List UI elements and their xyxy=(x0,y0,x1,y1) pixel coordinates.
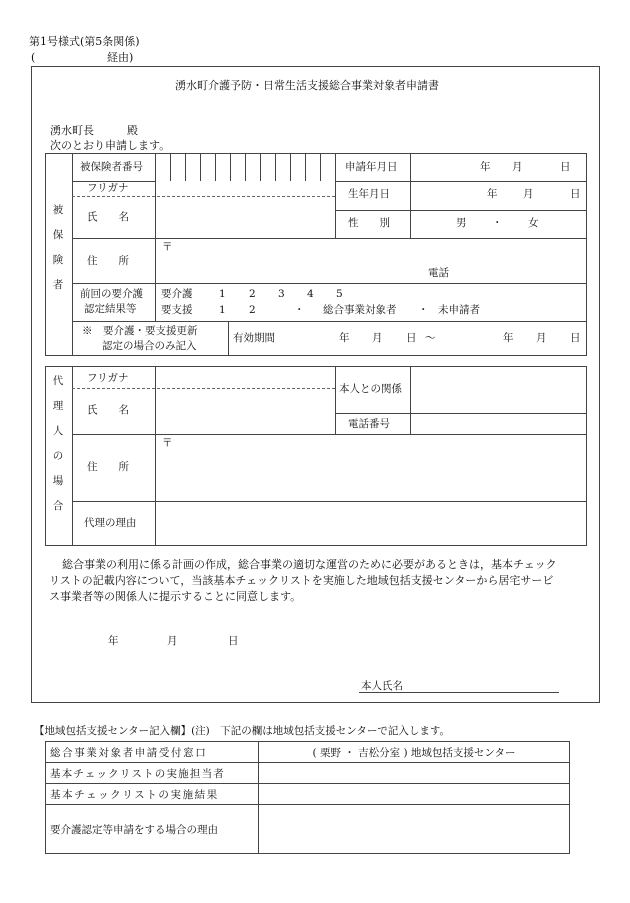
name-label: 氏 名 xyxy=(87,211,129,223)
center-row-label: 基本チェックリストの実施担当者 xyxy=(46,763,259,784)
agent-side-label: 代 理 人 の 場 合 xyxy=(52,375,64,512)
validity-to-year: 年 xyxy=(503,332,514,344)
application-reason-field[interactable] xyxy=(259,805,570,854)
validity-label: 有効期間 xyxy=(233,332,275,344)
intro-text: 次のとおり申請します。 xyxy=(50,139,171,152)
postal-mark: 〒 xyxy=(162,241,173,253)
agent-relation-label: 本人との関係 xyxy=(339,383,402,395)
center-row-label: 要介護認定等申請をする場合の理由 xyxy=(46,805,259,854)
kaigo-level-1[interactable]: 1 xyxy=(219,288,226,300)
table-row xyxy=(46,742,570,763)
form-title: 湧水町介護予防・日常生活支援総合事業対象者申請書 xyxy=(175,79,439,92)
table-row xyxy=(46,805,570,854)
kaigo-level-5[interactable]: 5 xyxy=(336,288,343,300)
agent-postal-mark: 〒 xyxy=(162,437,173,449)
target-person-option[interactable]: 総合事業対象者 xyxy=(323,304,397,316)
center-row-label: 基本チェックリストの実施結果 xyxy=(46,784,259,805)
agent-reason-label: 代理の理由 xyxy=(84,517,137,529)
shien-separator-1: ・ xyxy=(294,304,305,316)
renewal-note-1: ※ 要介護・要支援更新 xyxy=(82,325,198,337)
via-open: ( xyxy=(31,51,36,64)
renewal-note-2: 認定の場合のみ記入 xyxy=(102,340,197,352)
validity-to-day: 日 xyxy=(570,332,581,344)
checklist-staff-field[interactable] xyxy=(259,763,570,784)
via-label: 経由) xyxy=(107,51,134,64)
not-applied-option[interactable]: 未申請者 xyxy=(438,304,480,316)
center-table xyxy=(45,741,570,854)
addressee: 湧水町長 殿 xyxy=(50,124,138,137)
application-month: 月 xyxy=(512,161,523,173)
agent-furigana-label: フリガナ xyxy=(87,372,129,384)
shien-separator-2: ・ xyxy=(418,304,429,316)
sign-day: 日 xyxy=(228,635,239,647)
signature-line[interactable] xyxy=(359,692,559,693)
sex-label: 性 別 xyxy=(348,217,390,229)
birth-month: 月 xyxy=(523,188,534,200)
center-heading: 【地域包括支援センター記入欄】(注) 下記の欄は地域包括支援センターで記入します。 xyxy=(34,725,451,737)
consent-line-3: ス事業者等の関係人に提示することに同意します。 xyxy=(49,590,302,603)
validity-from-day: 日 xyxy=(406,332,417,344)
phone-label: 電話 xyxy=(428,267,449,279)
sign-month: 月 xyxy=(167,635,178,647)
shien-level-1[interactable]: 1 xyxy=(219,304,226,316)
shien-label: 要支援 xyxy=(161,304,193,316)
kaigo-label: 要介護 xyxy=(161,288,193,300)
kaigo-level-4[interactable]: 4 xyxy=(307,288,314,300)
agent-name-label: 氏 名 xyxy=(87,404,129,416)
sex-female[interactable]: 女 xyxy=(528,217,539,229)
sign-year: 年 xyxy=(108,635,119,647)
table-row xyxy=(46,784,570,805)
application-date-label: 申請年月日 xyxy=(345,161,398,173)
agent-phone-label: 電話番号 xyxy=(348,418,390,430)
address-label: 住 所 xyxy=(87,255,129,267)
insured-number-label: 被保険者番号 xyxy=(80,161,143,173)
consent-line-1: 総合事業の利用に係る計画の作成，総合事業の適切な運営のために必要があるときは，基本チェック xyxy=(62,558,557,571)
validity-from-month: 月 xyxy=(372,332,383,344)
center-row-label: 総合事業対象者申請受付窓口 xyxy=(46,742,259,763)
checklist-result-field[interactable] xyxy=(259,784,570,805)
validity-to-month: 月 xyxy=(536,332,547,344)
prev-result-label-2: 認定結果等 xyxy=(84,303,137,315)
sex-separator: ・ xyxy=(492,217,503,229)
kaigo-level-3[interactable]: 3 xyxy=(278,288,285,300)
prev-result-label-1: 前回の要介護 xyxy=(80,288,143,300)
shien-level-2[interactable]: 2 xyxy=(249,304,256,316)
signature-label: 本人氏名 xyxy=(361,680,403,692)
validity-tilde: 〜 xyxy=(425,332,436,344)
sex-male[interactable]: 男 xyxy=(456,217,467,229)
application-year: 年 xyxy=(480,161,491,173)
insured-side-label: 被 保 険 者 xyxy=(52,204,64,291)
consent-line-2: リストの記載内容について，当該基本チェックリストを実施した地域包括支援センターから居宅サービ xyxy=(49,574,554,587)
birth-year: 年 xyxy=(487,188,498,200)
reception-window-value[interactable]: ( 栗野 ・ 吉松分室 ) 地域包括支援センター xyxy=(259,742,570,763)
application-day: 日 xyxy=(560,161,571,173)
table-row xyxy=(46,763,570,784)
form-number: 第1号様式(第5条関係) xyxy=(29,35,140,48)
furigana-label: フリガナ xyxy=(87,182,129,194)
agent-address-label: 住 所 xyxy=(87,461,129,473)
birth-day: 日 xyxy=(570,188,581,200)
kaigo-level-2[interactable]: 2 xyxy=(249,288,256,300)
birthdate-label: 生年月日 xyxy=(348,188,390,200)
validity-from-year: 年 xyxy=(339,332,350,344)
